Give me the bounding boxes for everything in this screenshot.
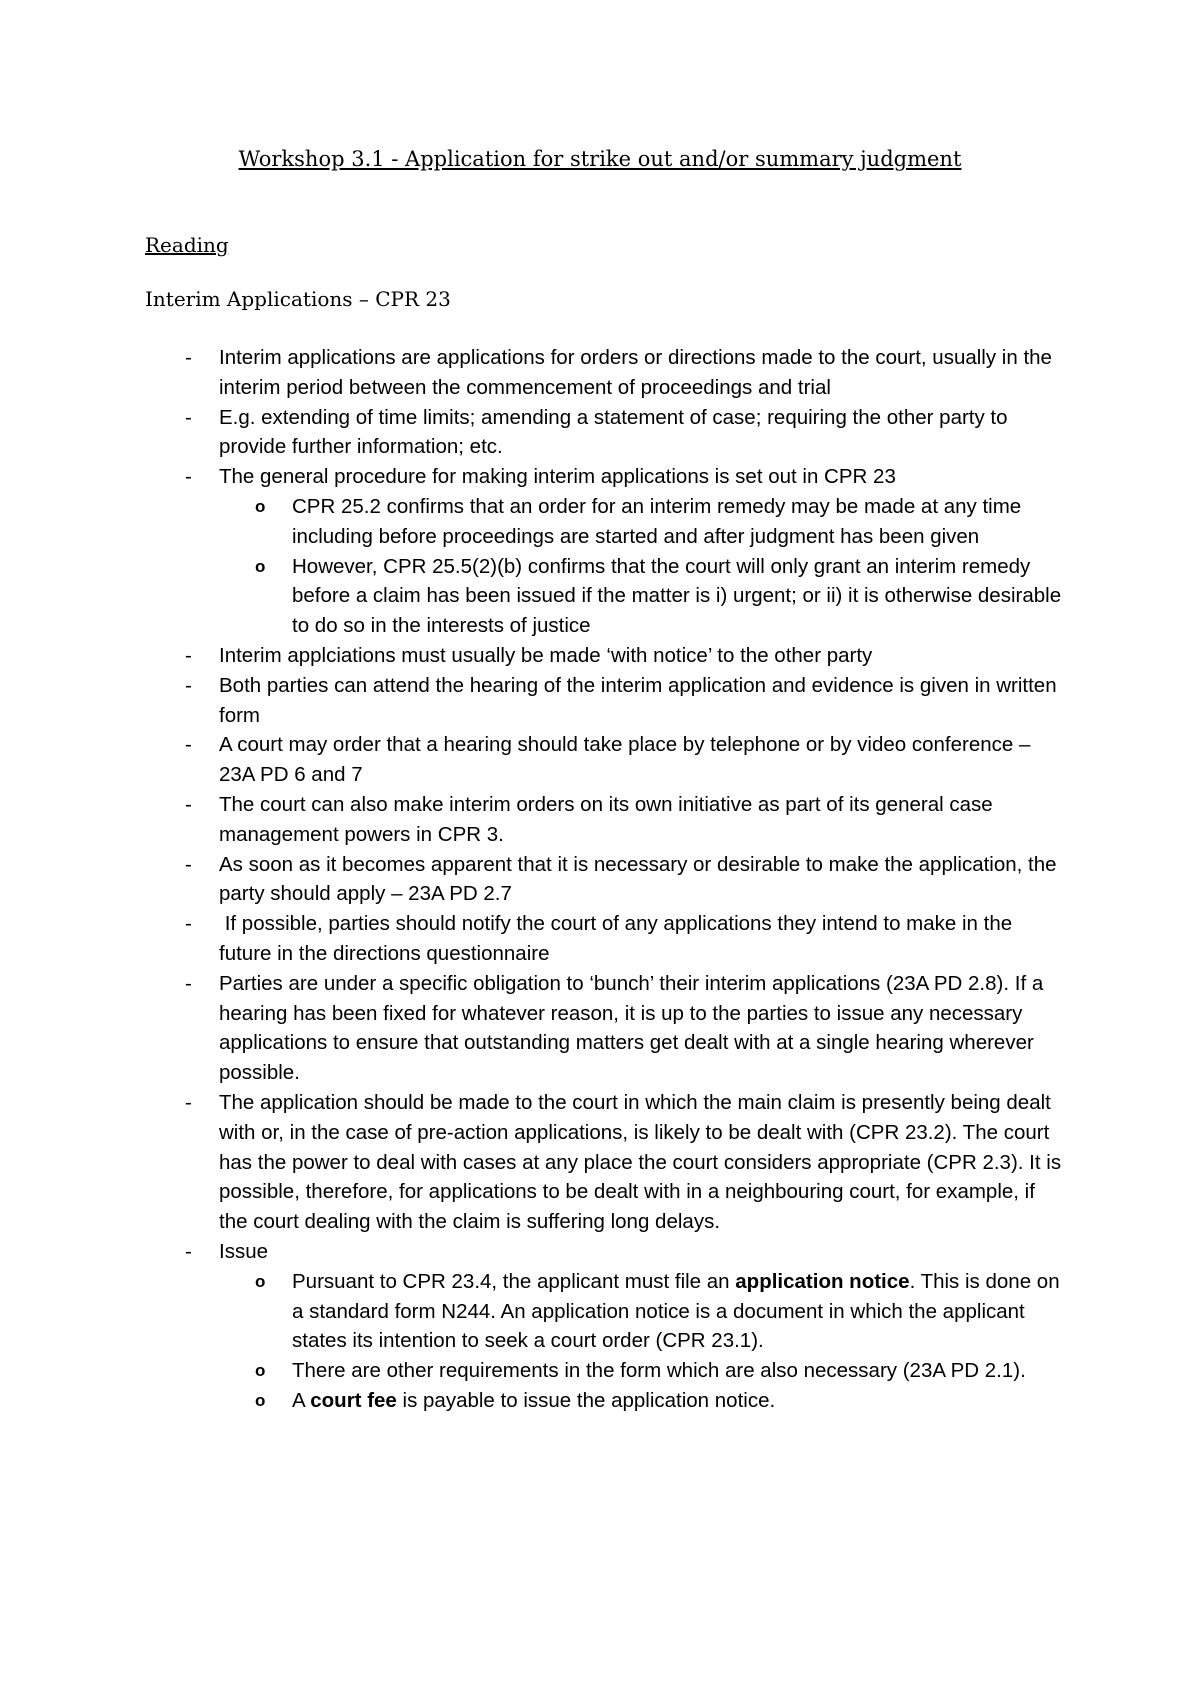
- list-item-text: If possible, parties should notify the court of any applications they intend to make in the future in the directions questionnaire: [219, 912, 1018, 965]
- sub-text-before: Pursuant to CPR 23.4, the applicant must file an: [292, 1269, 736, 1293]
- list-item: [0, 850, 1069, 910]
- list-item: [0, 462, 1069, 492]
- list-item-text: Both parties can attend the hearing of the interim application and evidence is given in written form: [219, 673, 1057, 727]
- dash-marker: -: [185, 792, 192, 816]
- sub-list-item: [0, 1356, 1069, 1386]
- circle-bullet-icon: o: [255, 1390, 266, 1410]
- sub-list-item: [0, 492, 1069, 552]
- list-item-text: Issue: [219, 1239, 268, 1263]
- dash-marker: -: [185, 1090, 192, 1114]
- dash-marker: -: [185, 673, 192, 697]
- dash-marker: -: [185, 852, 192, 876]
- list-item-text: The general procedure for making interim applications is set out in CPR 23: [219, 465, 896, 489]
- list-item: [0, 909, 1069, 969]
- list-item-text: The court can also make interim orders on its own initiative as part of its general case management powers in CPR 3.: [219, 792, 993, 846]
- dash-marker: -: [185, 346, 192, 369]
- dash-marker: -: [185, 1239, 192, 1263]
- list-item-text: Interim applications are applications for orders or directions made to the court, usually in the interim period between the commencement of proceedings and trial: [219, 346, 1052, 399]
- circle-bullet-icon: o: [255, 556, 266, 576]
- sub-list-item: [0, 552, 1069, 641]
- list-item-text: E.g. extending of time limits; amending a statement of case; requiring the other party to provide further information; etc.: [219, 405, 1008, 459]
- list-item: [0, 730, 1069, 790]
- dash-marker: -: [185, 733, 192, 757]
- dash-marker: -: [185, 465, 192, 489]
- dash-marker: -: [185, 912, 192, 936]
- circle-bullet-icon: o: [255, 1361, 266, 1381]
- circle-bullet-icon: o: [255, 1271, 266, 1291]
- list-item: [0, 343, 1069, 403]
- list-item: [0, 1237, 1069, 1267]
- list-item: [0, 790, 1069, 850]
- sub-list-item: [0, 1267, 1069, 1356]
- sub-list-item-text: There are other requirements in the form which are also necessary (23A PD 2.1).: [292, 1359, 1026, 1383]
- sub-text-before: A: [292, 1388, 311, 1412]
- sub-text-after: is payable to issue the application notice.: [396, 1388, 776, 1412]
- list-item: [0, 403, 1069, 463]
- sub-list-item-text: CPR 25.2 confirms that an order for an interim remedy may be made at any time including before proceedings are started and after judgment has been given: [292, 494, 1022, 548]
- list-item: [0, 641, 1069, 671]
- dash-marker: -: [185, 971, 192, 995]
- list-item-text: Interim applciations must usually be made ‘with notice’ to the other party: [219, 643, 873, 667]
- circle-bullet-icon: o: [255, 496, 266, 516]
- list-item: [0, 1088, 1069, 1237]
- list-item-text: A court may order that a hearing should take place by telephone or by video conference – 23A PD 6 and 7: [219, 733, 1031, 787]
- bullet-list: [0, 343, 1200, 1416]
- dash-marker: -: [185, 643, 192, 667]
- sub-text-after: . This is done on a standard form N244. An application notice is a document in which the applicant states its intention to seek a court order (CPR 23.1).: [292, 1269, 1060, 1353]
- sub-text-bold: application notice: [735, 1269, 910, 1293]
- subheading: Interim Applications – CPR 23: [145, 287, 451, 311]
- section-heading: Reading: [145, 233, 229, 257]
- sub-list-item-text: However, CPR 25.5(2)(b) confirms that the court will only grant an interim remedy before a claim has been issued if the matter is i) urgent; or ii) it is otherwise desirable to do so in the interests of justice: [292, 554, 1062, 638]
- list-item-text: Parties are under a specific obligation to ‘bunch’ their interim applications (23A PD 2.8). If a hearing has been fixed for whatever reason, it is up to the parties to issue any necessary applications to ensure that outstanding matters get dealt with at a single hearing wherever possible.: [219, 971, 1044, 1085]
- list-item-text: As soon as it becomes apparent that it is necessary or desirable to make the application, the party should apply – 23A PD 2.7: [219, 852, 1057, 906]
- sub-text-bold: court fee: [310, 1388, 397, 1412]
- page-title: Workshop 3.1 - Application for strike out and/or summary judgment: [238, 147, 962, 171]
- list-item-text: The application should be made to the court in which the main claim is presently being dealt with or, in the case of pre-action applications, is likely to be dealt with (CPR 23.2). The court has the power to deal with cases at any place the court considers appropriate (CPR 2.3). It is possible, therefore, for applications to be dealt with in a neighbouring court, for example, if the court dealing with the claim is suffering long delays.: [219, 1090, 1062, 1234]
- dash-marker: -: [185, 405, 192, 429]
- sub-list-item: [0, 1386, 1069, 1416]
- list-item: [0, 671, 1069, 731]
- list-item: [0, 969, 1069, 1088]
